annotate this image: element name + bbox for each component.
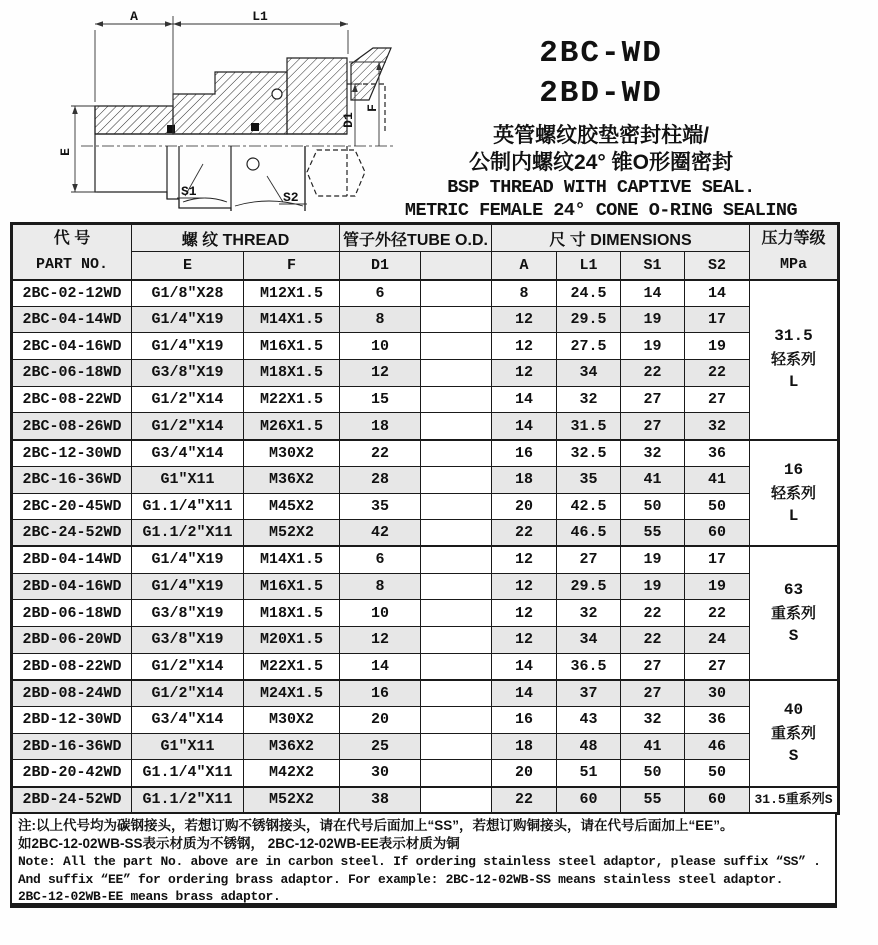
spec-cell: 12 xyxy=(492,306,557,333)
part-no-cell: 2BD-06-18WD xyxy=(12,600,132,627)
spec-cell: M36X2 xyxy=(244,733,340,760)
spec-cell: 17 xyxy=(685,306,750,333)
spec-cell: M14X1.5 xyxy=(244,546,340,573)
subtitle-en-1: BSP THREAD WITH CAPTIVE SEAL. xyxy=(447,177,755,198)
part-no-cell: 2BD-06-20WD xyxy=(12,626,132,653)
header-pressure-cn: 压力等级 xyxy=(761,229,826,247)
note-line: 2BC-12-02WB-EE means brass adaptor. xyxy=(18,889,281,904)
spec-cell: 16 xyxy=(492,440,557,467)
spec-cell: 10 xyxy=(340,333,421,360)
spec-cell: G1″X11 xyxy=(132,466,244,493)
spec-cell: 12 xyxy=(492,546,557,573)
spec-cell: 18 xyxy=(492,733,557,760)
table-row xyxy=(12,653,839,680)
spec-cell: M45X2 xyxy=(244,493,340,520)
spec-cell: G3/8″X19 xyxy=(132,360,244,387)
spec-cell xyxy=(421,306,492,333)
s1-label: S1 xyxy=(181,184,197,199)
spec-cell: 27 xyxy=(685,653,750,680)
spec-cell xyxy=(421,653,492,680)
spec-cell: 32 xyxy=(557,600,621,627)
spec-cell: 60 xyxy=(685,520,750,547)
spec-cell: 22 xyxy=(492,520,557,547)
spec-cell: 55 xyxy=(621,787,685,814)
pressure-rating-line: 40 xyxy=(783,700,804,719)
spec-cell: 27 xyxy=(621,386,685,413)
subtitle-en-2: METRIC FEMALE 24° CONE O-RING SEALING xyxy=(404,200,798,221)
table-row xyxy=(12,280,839,307)
spec-cell: 29.5 xyxy=(557,573,621,600)
spec-cell: 12 xyxy=(340,360,421,387)
spec-cell: 24 xyxy=(685,626,750,653)
spec-cell: 14 xyxy=(340,653,421,680)
spec-cell: 42 xyxy=(340,520,421,547)
title-block xyxy=(378,34,824,222)
spec-cell: M22X1.5 xyxy=(244,386,340,413)
table-row xyxy=(12,520,839,547)
part-no-cell: 2BC-04-16WD xyxy=(12,333,132,360)
part-no-cell: 2BD-20-42WD xyxy=(12,760,132,787)
spec-cell: 19 xyxy=(621,546,685,573)
spec-cell xyxy=(421,600,492,627)
spec-cell: 6 xyxy=(340,546,421,573)
part-no-cell: 2BC-06-18WD xyxy=(12,360,132,387)
spec-cell: 12 xyxy=(492,360,557,387)
spec-cell: 22 xyxy=(621,600,685,627)
spec-cell: M36X2 xyxy=(244,466,340,493)
spec-cell: M30X2 xyxy=(244,707,340,734)
header-col-blank xyxy=(421,252,492,280)
spec-cell: G1/2″X14 xyxy=(132,386,244,413)
s2-label: S2 xyxy=(283,190,299,205)
note-line: 注:以上代号均为碳钢接头，若想订购不锈钢接头，请在代号后面加上“SS”，若想订购铜接头，请在代号后面加上“EE”。 xyxy=(18,818,734,833)
spec-cell xyxy=(421,733,492,760)
o-ring-detail xyxy=(272,89,282,99)
spec-cell: 12 xyxy=(492,333,557,360)
spec-cell: M16X1.5 xyxy=(244,573,340,600)
table-row xyxy=(12,680,839,707)
spec-cell: 8 xyxy=(492,280,557,307)
spec-cell: M14X1.5 xyxy=(244,306,340,333)
spec-cell: G1.1/2″X11 xyxy=(132,787,244,814)
spec-cell: 35 xyxy=(340,493,421,520)
table-row xyxy=(12,573,839,600)
model-number-2: 2BD-WD xyxy=(539,76,663,111)
spec-cell xyxy=(421,413,492,440)
spec-cell: 18 xyxy=(340,413,421,440)
spec-cell: G3/8″X19 xyxy=(132,600,244,627)
part-no-cell: 2BC-08-22WD xyxy=(12,386,132,413)
spec-cell: M18X1.5 xyxy=(244,600,340,627)
spec-cell: 60 xyxy=(557,787,621,814)
part-no-cell: 2BC-02-12WD xyxy=(12,280,132,307)
spec-cell: 28 xyxy=(340,466,421,493)
pressure-rating-line: S xyxy=(788,746,799,765)
pressure-rating-cell xyxy=(750,546,839,679)
spec-cell: 27 xyxy=(621,680,685,707)
spec-cell: 34 xyxy=(557,360,621,387)
spec-cell: M42X2 xyxy=(244,760,340,787)
spec-cell: 19 xyxy=(685,573,750,600)
header-col-l1: L1 xyxy=(557,252,621,280)
spec-cell: 17 xyxy=(685,546,750,573)
spec-cell: 41 xyxy=(621,733,685,760)
header-thread: 螺 纹 THREAD xyxy=(132,224,340,252)
spec-cell: 55 xyxy=(621,520,685,547)
spec-cell: 14 xyxy=(492,680,557,707)
spec-cell: G3/8″X19 xyxy=(132,626,244,653)
spec-cell: 20 xyxy=(340,707,421,734)
spec-cell xyxy=(421,466,492,493)
spec-cell: 8 xyxy=(340,306,421,333)
spec-cell: 27 xyxy=(621,413,685,440)
spec-cell: 36 xyxy=(685,440,750,467)
spec-cell xyxy=(421,280,492,307)
spec-cell: 22 xyxy=(685,600,750,627)
pressure-rating-cell xyxy=(750,440,839,547)
spec-cell: 29.5 xyxy=(557,306,621,333)
header-tube-od: 管子外径TUBE O.D. xyxy=(340,224,492,252)
spec-cell: 19 xyxy=(621,573,685,600)
spec-cell: 37 xyxy=(557,680,621,707)
spec-cell: 20 xyxy=(492,760,557,787)
spec-cell: G1/4″X19 xyxy=(132,573,244,600)
spec-cell: 50 xyxy=(685,760,750,787)
spec-cell: 22 xyxy=(340,440,421,467)
table-row xyxy=(12,306,839,333)
spec-cell: 6 xyxy=(340,280,421,307)
footnote-box xyxy=(10,812,837,908)
part-no-cell: 2BD-24-52WD xyxy=(12,787,132,814)
spec-cell xyxy=(421,680,492,707)
spec-cell: G1.1/4″X11 xyxy=(132,760,244,787)
subtitle-cn-2: 公制内螺纹24° 锥O形圈密封 xyxy=(469,151,733,174)
spec-cell xyxy=(421,520,492,547)
note-line: And suffix “EE” for ordering brass adaptor. For example: 2BC-12-02WB-SS means stainless steel adaptor. xyxy=(18,871,784,887)
spec-cell xyxy=(421,493,492,520)
pressure-rating-line: L xyxy=(788,373,799,392)
pressure-rating-line: 轻系列 xyxy=(770,351,816,369)
spec-cell: 41 xyxy=(621,466,685,493)
part-no-cell: 2BC-16-36WD xyxy=(12,466,132,493)
part-no-cell: 2BC-08-26WD xyxy=(12,413,132,440)
spec-cell: 22 xyxy=(492,787,557,814)
header-part-no xyxy=(12,224,132,280)
spec-cell: 27 xyxy=(621,653,685,680)
spec-cell: 22 xyxy=(621,360,685,387)
part-no-cell: 2BC-12-30WD xyxy=(12,440,132,467)
table-row xyxy=(12,333,839,360)
spec-cell: 41 xyxy=(685,466,750,493)
spec-cell: 14 xyxy=(621,280,685,307)
spec-cell: 38 xyxy=(340,787,421,814)
header-col-f: F xyxy=(244,252,340,280)
table-row xyxy=(12,386,839,413)
spec-cell: G1/4″X19 xyxy=(132,546,244,573)
spec-cell: 46.5 xyxy=(557,520,621,547)
spec-cell: 27 xyxy=(557,546,621,573)
spec-cell: 32 xyxy=(621,707,685,734)
spec-cell: G1/4″X19 xyxy=(132,306,244,333)
spec-cell: 50 xyxy=(621,760,685,787)
pressure-rating-line: S xyxy=(788,626,799,645)
spec-cell: M16X1.5 xyxy=(244,333,340,360)
spec-cell: 14 xyxy=(492,413,557,440)
spec-cell: 36.5 xyxy=(557,653,621,680)
spec-cell: 43 xyxy=(557,707,621,734)
spec-cell: 19 xyxy=(621,306,685,333)
spec-cell: G1.1/4″X11 xyxy=(132,493,244,520)
spec-cell: 48 xyxy=(557,733,621,760)
spec-cell: 16 xyxy=(340,680,421,707)
spec-cell xyxy=(421,760,492,787)
spec-cell: 27 xyxy=(685,386,750,413)
table-row xyxy=(12,626,839,653)
part-no-cell: 2BC-24-52WD xyxy=(12,520,132,547)
dim-a-label: A xyxy=(130,9,138,24)
pressure-rating-line: 16 xyxy=(783,460,804,479)
pressure-rating-cell xyxy=(750,280,839,440)
header-col-e: E xyxy=(132,252,244,280)
header-col-s2: S2 xyxy=(685,252,750,280)
dim-f-label: F xyxy=(365,104,380,112)
spec-cell: 30 xyxy=(340,760,421,787)
pressure-rating-line: L xyxy=(788,506,799,525)
pressure-rating-line: 31.5 xyxy=(774,327,813,346)
spec-cell: G1/4″X19 xyxy=(132,333,244,360)
spec-cell: 15 xyxy=(340,386,421,413)
spec-cell: 36 xyxy=(685,707,750,734)
table-row xyxy=(12,707,839,734)
spec-cell xyxy=(421,707,492,734)
table-row xyxy=(12,546,839,573)
spec-cell: 12 xyxy=(340,626,421,653)
spec-cell: 10 xyxy=(340,600,421,627)
spec-cell: 35 xyxy=(557,466,621,493)
table-row xyxy=(12,787,839,814)
table-row xyxy=(12,760,839,787)
o-ring-seal xyxy=(251,123,259,131)
spec-cell: 46 xyxy=(685,733,750,760)
swivel-nut-section xyxy=(287,58,347,134)
spec-cell: G1/2″X14 xyxy=(132,413,244,440)
header-part-no-en: PART NO. xyxy=(35,255,108,273)
stud-thread-section xyxy=(95,106,173,134)
pressure-rating-cell xyxy=(750,680,839,787)
spec-cell: M26X1.5 xyxy=(244,413,340,440)
spec-cell: M12X1.5 xyxy=(244,280,340,307)
part-no-cell: 2BD-16-36WD xyxy=(12,733,132,760)
spec-cell: G1/2″X14 xyxy=(132,653,244,680)
dim-d1-label: D1 xyxy=(341,112,356,128)
spec-cell: G1/2″X14 xyxy=(132,680,244,707)
spec-cell: 8 xyxy=(340,573,421,600)
table-row xyxy=(12,440,839,467)
table-row xyxy=(12,413,839,440)
spec-cell: M24X1.5 xyxy=(244,680,340,707)
spec-cell: M52X2 xyxy=(244,520,340,547)
tube-nut-dashed xyxy=(307,150,365,196)
table-row xyxy=(12,733,839,760)
spec-table xyxy=(10,222,840,815)
spec-cell: 22 xyxy=(685,360,750,387)
spec-cell: 34 xyxy=(557,626,621,653)
spec-cell: 14 xyxy=(492,386,557,413)
fitting-section-drawing xyxy=(55,6,400,211)
spec-cell: 50 xyxy=(621,493,685,520)
spec-cell: 19 xyxy=(685,333,750,360)
table-row xyxy=(12,360,839,387)
spec-cell: G1″X11 xyxy=(132,733,244,760)
part-no-cell: 2BD-04-16WD xyxy=(12,573,132,600)
dim-e-label: E xyxy=(58,148,73,156)
pressure-rating-line: 重系列 xyxy=(770,724,816,742)
dim-l1-label: L1 xyxy=(252,9,268,24)
part-no-cell: 2BD-08-22WD xyxy=(12,653,132,680)
spec-cell xyxy=(421,440,492,467)
spec-cell: M22X1.5 xyxy=(244,653,340,680)
spec-cell: 14 xyxy=(492,653,557,680)
spec-cell: 60 xyxy=(685,787,750,814)
pressure-rating-line: 轻系列 xyxy=(770,484,816,502)
spec-cell: 12 xyxy=(492,626,557,653)
table-row xyxy=(12,600,839,627)
spec-cell: 16 xyxy=(492,707,557,734)
part-no-cell: 2BC-20-45WD xyxy=(12,493,132,520)
header-pressure xyxy=(750,224,839,280)
header-col-s1: S1 xyxy=(621,252,685,280)
part-no-cell: 2BD-12-30WD xyxy=(12,707,132,734)
spec-cell: 19 xyxy=(621,333,685,360)
spec-cell: 22 xyxy=(621,626,685,653)
spec-cell: 12 xyxy=(492,600,557,627)
spec-cell xyxy=(421,573,492,600)
subtitle-cn-1: 英管螺纹胶垫密封柱端/ xyxy=(493,124,709,147)
part-no-cell: 2BD-04-14WD xyxy=(12,546,132,573)
spec-cell: 32 xyxy=(621,440,685,467)
spec-cell: 27.5 xyxy=(557,333,621,360)
spec-cell: 42.5 xyxy=(557,493,621,520)
spec-cell: 30 xyxy=(685,680,750,707)
spec-cell: M18X1.5 xyxy=(244,360,340,387)
body-section xyxy=(173,72,287,134)
spec-cell: 32 xyxy=(685,413,750,440)
part-no-cell: 2BD-08-24WD xyxy=(12,680,132,707)
spec-cell: M30X2 xyxy=(244,440,340,467)
spec-cell xyxy=(421,546,492,573)
spec-cell xyxy=(421,360,492,387)
header-dimensions: 尺 寸 DIMENSIONS xyxy=(492,224,750,252)
spec-cell: 20 xyxy=(492,493,557,520)
spec-cell: 50 xyxy=(685,493,750,520)
header-col-d1: D1 xyxy=(340,252,421,280)
spec-cell: 32.5 xyxy=(557,440,621,467)
spec-cell: M52X2 xyxy=(244,787,340,814)
spec-table-body xyxy=(12,280,839,814)
spec-cell: 14 xyxy=(685,280,750,307)
table-row xyxy=(12,466,839,493)
spec-cell xyxy=(421,333,492,360)
spec-cell: 24.5 xyxy=(557,280,621,307)
part-no-cell: 2BC-04-14WD xyxy=(12,306,132,333)
header-col-a: A xyxy=(492,252,557,280)
header-part-no-cn: 代 号 xyxy=(53,229,91,247)
pressure-rating-cell xyxy=(750,787,839,814)
spec-cell: 51 xyxy=(557,760,621,787)
note-line: 如2BC-12-02WB-SS表示材质为不锈钢， 2BC-12-02WB-EE表示材质为铜 xyxy=(18,836,460,851)
table-row xyxy=(12,493,839,520)
spec-cell: M20X1.5 xyxy=(244,626,340,653)
note-line: Note: All the part No. above are in carbon steel. If ordering stainless steel adaptor, please suffix “SS” . xyxy=(18,854,821,869)
spec-cell: G1.1/2″X11 xyxy=(132,520,244,547)
spec-cell: G1/8″X28 xyxy=(132,280,244,307)
pressure-rating-line: 31.5重系列S xyxy=(754,792,833,808)
pressure-rating-line: 63 xyxy=(783,580,804,599)
spec-cell: 25 xyxy=(340,733,421,760)
captive-seal xyxy=(167,125,175,133)
spec-cell: G3/4″X14 xyxy=(132,440,244,467)
spec-cell xyxy=(421,626,492,653)
spec-cell: G3/4″X14 xyxy=(132,707,244,734)
header-pressure-unit: MPa xyxy=(779,255,807,273)
spec-cell: 32 xyxy=(557,386,621,413)
spec-cell xyxy=(421,787,492,814)
spec-cell: 18 xyxy=(492,466,557,493)
spec-cell: 12 xyxy=(492,573,557,600)
pressure-rating-line: 重系列 xyxy=(770,604,816,622)
spec-cell: 31.5 xyxy=(557,413,621,440)
model-number-1: 2BC-WD xyxy=(539,36,663,71)
spec-cell xyxy=(421,386,492,413)
